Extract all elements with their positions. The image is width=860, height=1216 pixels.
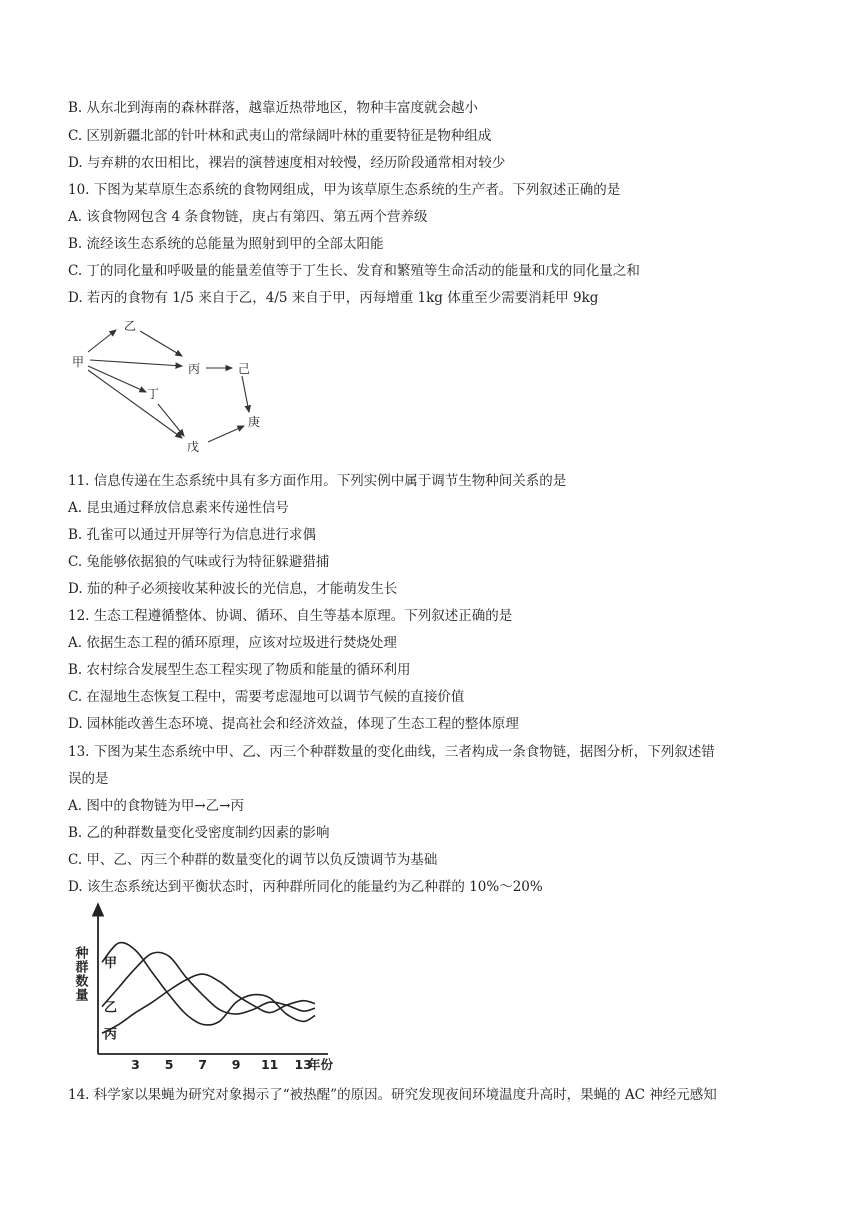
edge-ji-geng <box>242 376 249 412</box>
x-axis-label: 年份 <box>308 1057 334 1072</box>
food-web-diagram <box>60 312 280 462</box>
q9-option-d: D. 与弃耕的农田相比，裸岩的演替速度相对较慢，经历阶段通常相对较少 <box>68 155 506 171</box>
q12-option-b: B. 农村综合发展型生态工程实现了物质和能量的循环利用 <box>68 662 411 678</box>
population-chart <box>66 898 346 1074</box>
edge-jia-wu <box>88 370 182 438</box>
q14-stem-line1: 14. 科学家以果蝇为研究对象揭示了“被热醒”的原因。研究发现夜间环境温度升高时，果蝇的 AC 神经元感知 <box>68 1087 717 1103</box>
edge-wu-geng <box>208 426 244 442</box>
node-bing: 丙 <box>188 362 201 376</box>
q12-option-a: A. 依据生态工程的循环原理，应该对垃圾进行焚烧处理 <box>68 635 397 651</box>
q13-stem-line2: 误的是 <box>68 771 109 787</box>
q10-option-c: C. 丁的同化量和呼吸量的能量差值等于丁生长、发育和繁殖等生命活动的能量和戊的同化量之和 <box>68 263 640 279</box>
q11-option-d: D. 茄的种子必须接收某种波长的光信息，才能萌发生长 <box>68 581 398 597</box>
node-geng: 庚 <box>248 415 261 429</box>
x-tick-label: 13 <box>294 1057 312 1072</box>
q9-option-b: B. 从东北到海南的森林群落，越靠近热带地区，物种丰富度就会越小 <box>68 100 479 116</box>
q11-option-b: B. 孔雀可以通过开屏等行为信息进行求偶 <box>68 527 317 543</box>
series-line <box>102 952 315 1014</box>
edge-jia-yi <box>88 330 116 352</box>
q10-option-b: B. 流经该生态系统的总能量为照射到甲的全部太阳能 <box>68 236 384 252</box>
node-jia: 甲 <box>72 355 85 369</box>
series-label: 丙 <box>104 1027 118 1043</box>
q9-option-c: C. 区别新疆北部的针叶林和武夷山的常绿阔叶林的重要特征是物种组成 <box>68 128 492 144</box>
q13-option-b: B. 乙的种群数量变化受密度制约因素的影响 <box>68 825 330 841</box>
q10-stem: 10. 下图为某草原生态系统的食物网组成，甲为该草原生态系统的生产者。下列叙述正确的是 <box>68 182 621 198</box>
x-tick-label: 3 <box>131 1057 140 1072</box>
q10-option-a: A. 该食物网包含 4 条食物链，庚占有第四、第五两个营养级 <box>68 209 428 225</box>
x-tick-label: 5 <box>164 1057 174 1072</box>
q12-option-d: D. 园林能改善生态环境、提高社会和经济效益，体现了生态工程的整体原理 <box>68 716 519 732</box>
q12-option-c: C. 在湿地生态恢复工程中，需要考虑湿地可以调节气候的直接价值 <box>68 689 465 705</box>
node-ding: 丁 <box>147 387 160 401</box>
node-ji: 己 <box>238 362 251 376</box>
edge-jia-ding <box>88 366 146 392</box>
q10-option-d: D. 若丙的食物有 1/5 来自于乙，4/5 来自于甲，丙每增重 1kg 体重至少需要消耗甲 9kg <box>68 290 599 306</box>
q13-stem-line1: 13. 下图为某生态系统中甲、乙、丙三个种群数量的变化曲线，三者构成一条食物链，据图分析，下列叙述错 <box>68 744 715 760</box>
edge-ding-wu <box>158 404 184 436</box>
q11-option-c: C. 兔能够依据狼的气味或行为特征躲避猎捕 <box>68 554 330 570</box>
y-axis-label: 种群数量 <box>72 946 88 1002</box>
q11-stem: 11. 信息传递在生态系统中具有多方面作用。下列实例中属于调节生物种间关系的是 <box>68 473 567 489</box>
edge-jia-bing <box>90 360 182 366</box>
node-wu: 戊 <box>187 440 200 454</box>
x-tick-label: 11 <box>260 1057 279 1072</box>
q13-option-a: A. 图中的食物链为甲→乙→丙 <box>68 798 244 814</box>
q12-stem: 12. 生态工程遵循整体、协调、循环、自生等基本原理。下列叙述正确的是 <box>68 608 513 624</box>
node-yi: 乙 <box>124 319 137 333</box>
x-tick-label: 7 <box>198 1057 207 1072</box>
edge-yi-bing <box>140 331 182 356</box>
x-tick-label: 9 <box>231 1057 241 1072</box>
series-label: 甲 <box>104 956 118 972</box>
series-line <box>102 943 315 1025</box>
q13-option-c: C. 甲、乙、丙三个种群的数量变化的调节以负反馈调节为基础 <box>68 852 438 868</box>
q13-option-d: D. 该生态系统达到平衡状态时，丙种群所同化的能量约为乙种群的 10%～20% <box>68 879 543 895</box>
series-label: 乙 <box>104 1000 118 1016</box>
q11-option-a: A. 昆虫通过释放信息素来传递性信号 <box>68 500 289 516</box>
